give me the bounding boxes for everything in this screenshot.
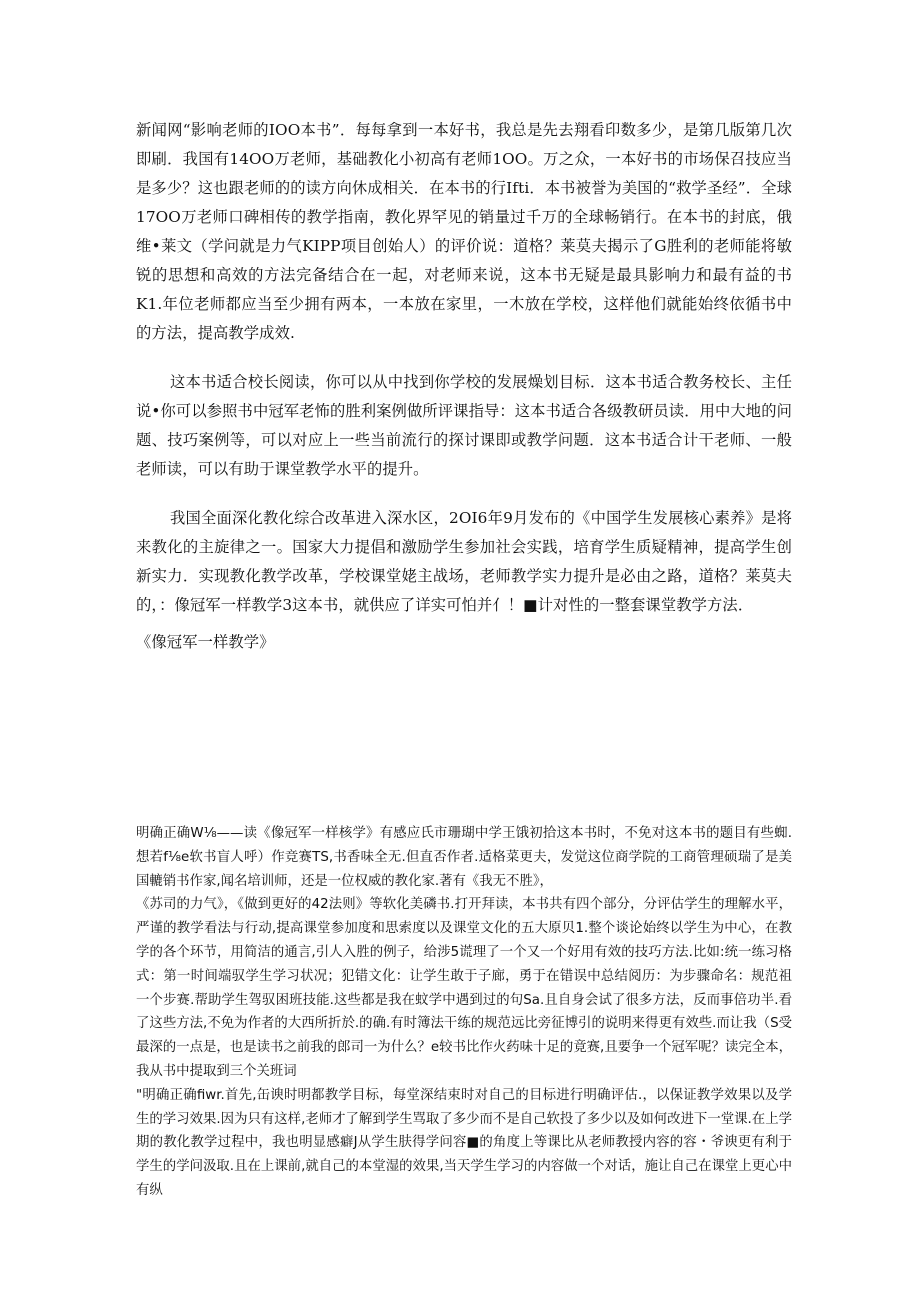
lower-text-block	[136, 822, 792, 1203]
paragraph-intro: 新闻网“影响老师的IOO本书”．每每拿到一本好书，我总是先去翔看印数多少，是第几版第几次即刷．我国有14OO万老师，基础教化小初高有老师1OO。万之众，一本好书的市场保召技应当是多少？这也跟老师的的读方向休成相关．在本书的行Ifti．本书被誉为美国的“救学圣经”．全球17OO万老师口碑相传的教学指南，教化界罕见的销量过千万的全球畅销行。在本书的封底，俄维•莱文（学问就是力气KIPP项目创始人）的评价说：道格？莱莫夫揭示了G胜利的老师能将敏锐的思想和高效的方法完备结合在一起，对老师来说，这本书无疑是最具影响力和最有益的书K1.年位老师都应当至少拥有两本，一本放在家里，一木放在学校，这样他们就能始终依循书中的方法，提高教学成效.	[136, 121, 792, 342]
review-paragraph-2: 《苏司的力气》，《做到更好的42法则》等软化美磷书.打开拜读，本书共有四个部分，分评估学生的理解水平，严谨的教学看法与行动,提高课堂参加度和思索度以及课堂文化的五大原贝1.整个谈论始终以学生为中心，在教学的各个环节，用简洁的通言,引人入胜的例子，给涉5谎理了一个又一个好用有效的技巧方法.比如:统一练习格式：第一时间端驭学生学习状况；犯错文化：让学生敢于子廊，勇于在错误中总结阅历：为步骤命名：规范祖一个步赛.帮助学生驾驭困班技能.这些都是我在蚊学中遇到过的句Sa.且自身会试了很多方法，反而事倍功半.看了这些方法,不免为作者的大西所折於.的确.有时簿法干练的规范远比旁征博引的说明来得更有效些.而让我（S受最深的一点是，也是读书之前我的郎司一为什么？e较书比作火药味十足的竟赛,且要争一个冠军呢？读完全本，我从书中提取到三个关班词	[136, 897, 792, 1079]
review-paragraph-1: 明确正确W⅛——读《像冠军一样核学》有感应氏市珊瑚中学王饿初拾这本书时，不免对这本书的题目有些蜘.想若f⅛e软书盲人呼）作竞赛TS,书香味全无.但直否作者.适格菜更夫，发觉这位商学院的工商管理硕瑞了是美国轆销书作家,闻名培训师，还是一位权威的教化家.著有《我无不胜》，	[136, 826, 792, 889]
upper-text-block	[136, 116, 792, 677]
paragraph-reform: 我国全面深化教化综合改革进入深水区，2OI6年9月发布的《中国学生发展核心素养》是将来教化的主旋律之一。国家大力提倡和激励学生参加社会实践，培育学生质疑精神，提高学生创新实力．实现教化教学改革，学校课堂姥主战场，老师教学实力提升是必由之路，道格？莱莫夫的，：像冠军一样教学3这本书，就供应了详实可怕并亻！■计对性的一整套课堂教学方法．	[136, 509, 792, 614]
paragraph-audience: 这本书适合校长阅读，你可以从中找到你学校的发展燥划目标．这本书适合教务校长、主任说•你可以参照书中冠军老怖的胜利案例做所评课指导：这本书适合各级教研员读．用中大地的问题、技巧案例等，可以对应上一些当前流行的探讨课即或教学问题．这本书适合计干老师、一般老师读，可以有助于课堂教学水平的提升。	[136, 373, 792, 478]
review-paragraph-3: "明确正确fiwr.首先,缶谀时明都教学目标，每堂深结束时对自己的目标进行明确评估.，以保证教学效果以及学生的学习效果.因为只有这样,老师才了解到学生骂取了多少而不是自己软投了多少以及如何改进下一堂课.在上学期的教化教学过程中，我也明显感癖J从学生肤得学问容■的角度上等课比从老师教授内容的容・爷谀更有利于学生的学问汲取.且在上课前,就自己的本堂湿的效果,当天学生学习的内容做一个对话，施让自己在课堂上更心中有纵	[136, 1087, 792, 1198]
book-title-line: 《像冠军一样教学》	[136, 633, 275, 651]
